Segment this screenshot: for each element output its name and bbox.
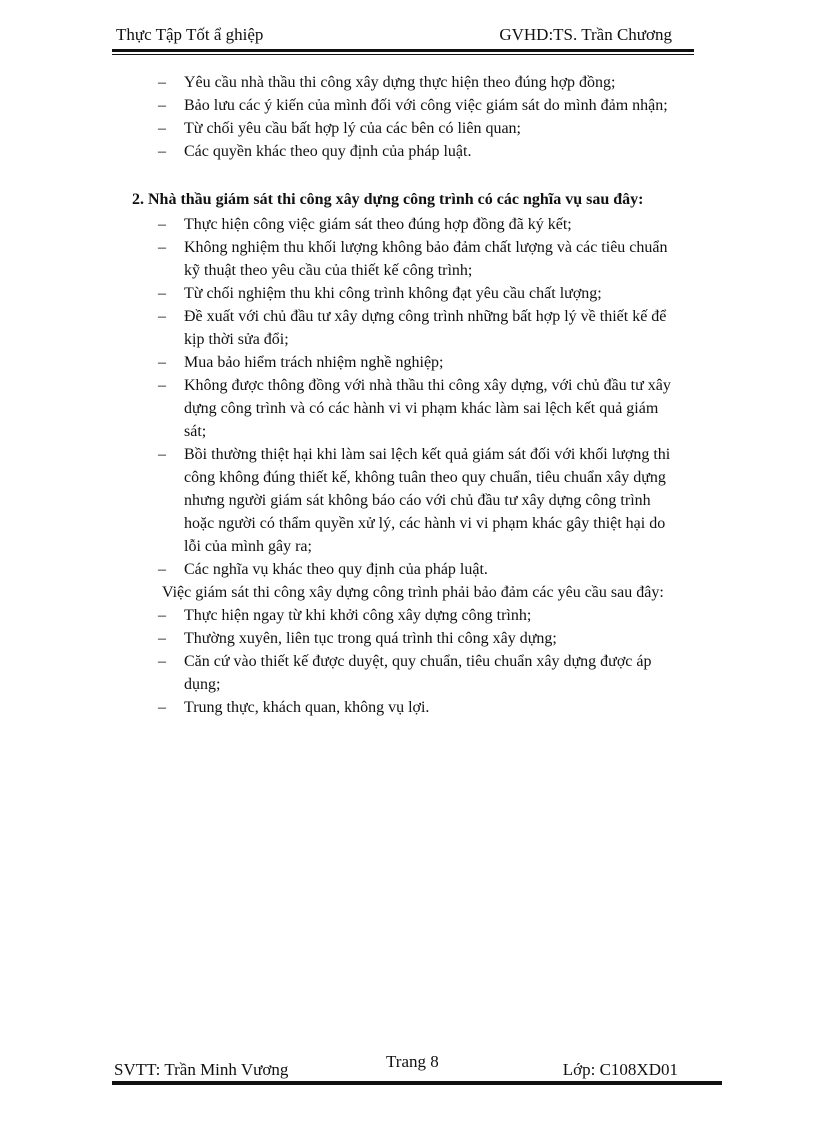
footer-student: SVTT: Trần Minh Vương [114,1060,289,1079]
list-item-line: Các nghĩa vụ khác theo quy định của pháp luật. [184,561,488,578]
header-rule-thick [112,49,694,52]
dash-marker: – [158,120,166,137]
list-item-line: Mua bảo hiểm trách nhiệm nghề nghiệp; [184,354,444,371]
dash-marker: – [158,239,166,256]
list-item-line: hoặc người có thẩm quyền xử lý, các hành vi vi phạm khác gây thiệt hại do [184,515,666,532]
footer-rule [112,1081,722,1085]
list-item-line: nhưng người giám sát không báo cáo với chủ đầu tư xây dựng công trình [184,492,651,509]
list-item-line: Bồi thường thiệt hại khi làm sai lệch kết quả giám sát đối với khối lượng thi [184,446,671,463]
obligations-list [112,213,718,581]
list-item [112,351,718,374]
dash-marker: – [158,216,166,233]
dash-marker: – [158,354,166,371]
list-item [112,236,718,282]
list-item [112,696,718,719]
dash-marker: – [158,377,166,394]
dash-marker: – [158,446,166,463]
list-item [112,604,718,627]
header-advisor: GVHD:TS. Trần Chương [499,25,672,44]
list-item-line: sát; [184,423,207,440]
list-item [112,140,718,163]
dash-marker: – [158,607,166,624]
page-footer [114,1052,696,1082]
section-heading: 2. Nhà thầu giám sát thi công xây dựng công trình có các nghĩa vụ sau đây: [132,191,644,208]
list-item-line: Không được thông đồng với nhà thầu thi công xây dựng, với chủ đầu tư xây [184,377,671,394]
list-item [112,558,718,581]
list-item-line: Thường xuyên, liên tục trong quá trình thi công xây dựng; [184,630,557,647]
list-item-line: Từ chối nghiệm thu khi công trình không đạt yêu cầu chất lượng; [184,285,602,302]
dash-marker: – [158,74,166,91]
dash-marker: – [158,653,166,670]
list-item-line: lỗi của mình gây ra; [184,538,312,555]
requirements-list [112,604,718,719]
list-item [112,282,718,305]
page-header [114,24,696,46]
list-item-text: Yêu cầu nhà thầu thi công xây dựng thực hiện theo đúng hợp đồng; [184,74,616,91]
dash-marker: – [158,308,166,325]
dash-marker: – [158,630,166,647]
list-item [112,627,718,650]
list-item [112,374,718,443]
list-item-line: Trung thực, khách quan, không vụ lợi. [184,699,430,716]
list-item-line: Không nghiệm thu khối lượng không bảo đảm chất lượng và các tiêu chuẩn [184,239,668,256]
page-body [112,71,718,719]
list-item-line: Thực hiện công việc giám sát theo đúng hợp đồng đã ký kết; [184,216,572,233]
dash-marker: – [158,143,166,160]
list-item-line: kịp thời sửa đổi; [184,331,289,348]
list-item [112,213,718,236]
dash-marker: – [158,97,166,114]
list-item [112,443,718,558]
list-item [112,117,718,140]
dash-marker: – [158,285,166,302]
header-title: Thực Tập Tốt ẩ ghiệp [116,25,264,44]
list-item-line: dụng; [184,676,221,693]
list-item-text: Bảo lưu các ý kiến của mình đối với công việc giám sát do mình đảm nhận; [184,97,668,114]
list-item-text: Từ chối yêu cầu bất hợp lý của các bên có liên quan; [184,120,521,137]
list-item-line: Căn cứ vào thiết kế được duyệt, quy chuẩn, tiêu chuẩn xây dựng được áp [184,653,652,670]
dash-marker: – [158,699,166,716]
list-item [112,305,718,351]
list-item-line: công không đúng thiết kế, không tuân theo quy chuẩn, tiêu chuẩn xây dựng [184,469,666,486]
dash-marker: – [158,561,166,578]
list-item-line: Đề xuất với chủ đầu tư xây dựng công trình những bất hợp lý về thiết kế để [184,308,667,325]
rights-list [112,71,718,163]
list-item [112,71,718,94]
list-item-line: dựng công trình và có các hành vi vi phạm khác làm sai lệch kết quả giám [184,400,659,417]
list-item-text: Các quyền khác theo quy định của pháp luật. [184,143,472,160]
list-item [112,94,718,117]
list-item-line: kỹ thuật theo yêu cầu của thiết kế công trình; [184,262,473,279]
requirements-intro: Việc giám sát thi công xây dựng công trình phải bảo đảm các yêu cầu sau đây: [162,584,664,601]
footer-class: Lớp: C108XD01 [562,1060,678,1079]
page-number: Trang 8 [386,1052,439,1071]
header-rule-thin [112,54,694,55]
list-item [112,650,718,696]
list-item-line: Thực hiện ngay từ khi khởi công xây dựng công trình; [184,607,532,624]
